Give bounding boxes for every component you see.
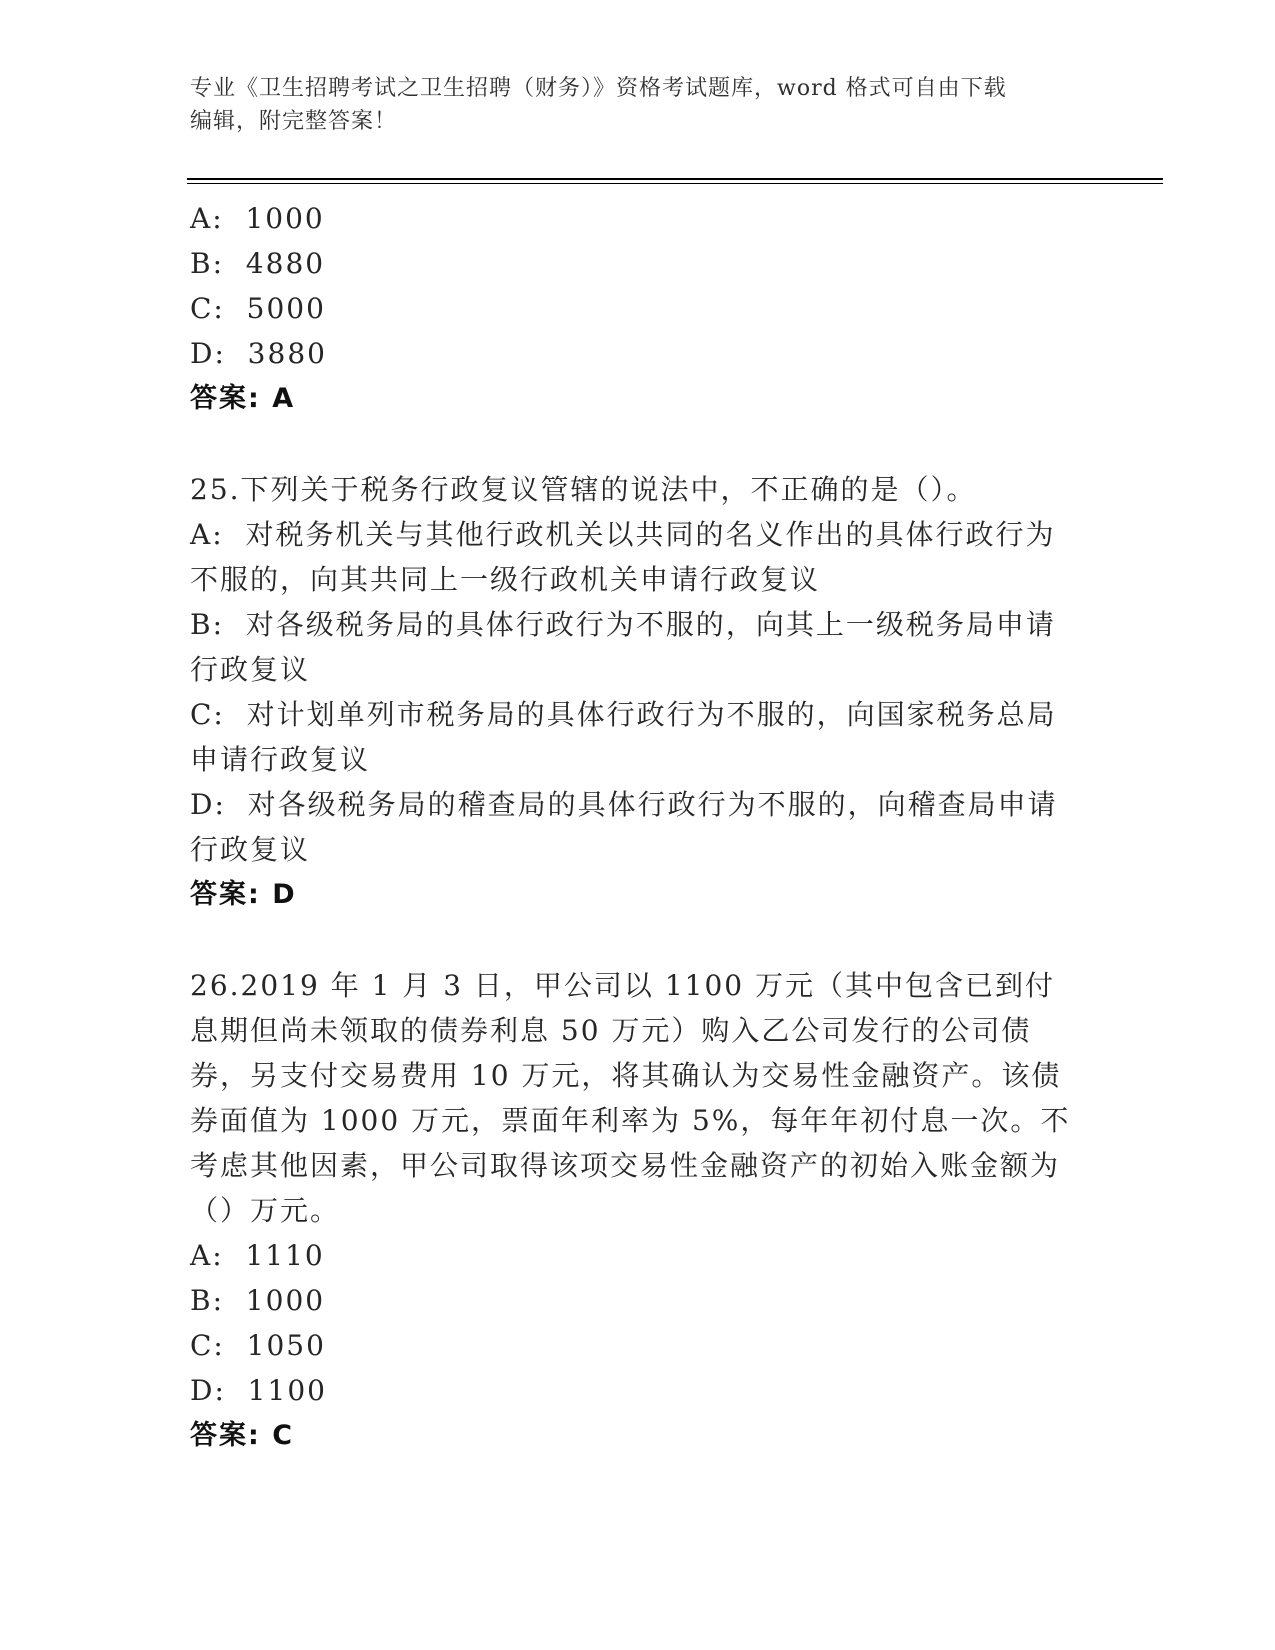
question-block-26 (190, 963, 1080, 1458)
option-d: D: 1100 (190, 1374, 327, 1407)
option-a: A: 1110 (190, 1239, 325, 1272)
option-c: C: 1050 (190, 1329, 326, 1362)
question-text: 25.下列关于税务行政复议管辖的说法中，不正确的是（）。 (190, 473, 977, 506)
option-b: B: 1000 (190, 1284, 326, 1317)
option-b: B: 4880 (190, 247, 326, 280)
option-d: D: 对各级税务局的稽查局的具体行政行为不服的，向稽查局申请行政复议 (190, 788, 1058, 866)
option-d: D: 3880 (190, 337, 327, 370)
answer-line: 答案: C (190, 1420, 295, 1451)
answer-line: 答案: D (190, 879, 297, 910)
document-body (190, 196, 1080, 1504)
option-a: A: 对税务机关与其他行政机关以共同的名义作出的具体行政行为不服的，向其共同上一级行政机关申请行政复议 (190, 518, 1056, 596)
header-text-line-1: 专业《卫生招聘考试之卫生招聘（财务）》资格考试题库，word 格式可自由下载 (190, 76, 1007, 101)
question-block-24-continuation (190, 196, 1080, 421)
header-text-line-2: 编辑，附完整答案！ (190, 109, 398, 134)
question-block-25 (190, 467, 1080, 917)
answer-line: 答案: A (190, 383, 296, 414)
question-text: 26.2019 年 1 月 3 日，甲公司以 1100 万元（其中包含已到付息期但尚未领取的债券利息 50 万元）购入乙公司发行的公司债券，另支付交易费用 10 万元，将其确认为交易性金融资产。该债券面值为 1000 万元，票面年利率为 5%，每年年初付息一次。不考虑其他因素，甲公司取得该项交易性金融资产的初始入账金额为（）万元。 (190, 969, 1071, 1227)
page-header (190, 72, 1080, 138)
option-c: C: 对计划单列市税务局的具体行政行为不服的，向国家税务总局申请行政复议 (190, 698, 1057, 776)
option-a: A: 1000 (190, 202, 325, 235)
option-b: B: 对各级税务局的具体行政行为不服的，向其上一级税务局申请行政复议 (190, 608, 1056, 686)
option-c: C: 5000 (190, 292, 326, 325)
header-separator-line (187, 178, 1163, 184)
